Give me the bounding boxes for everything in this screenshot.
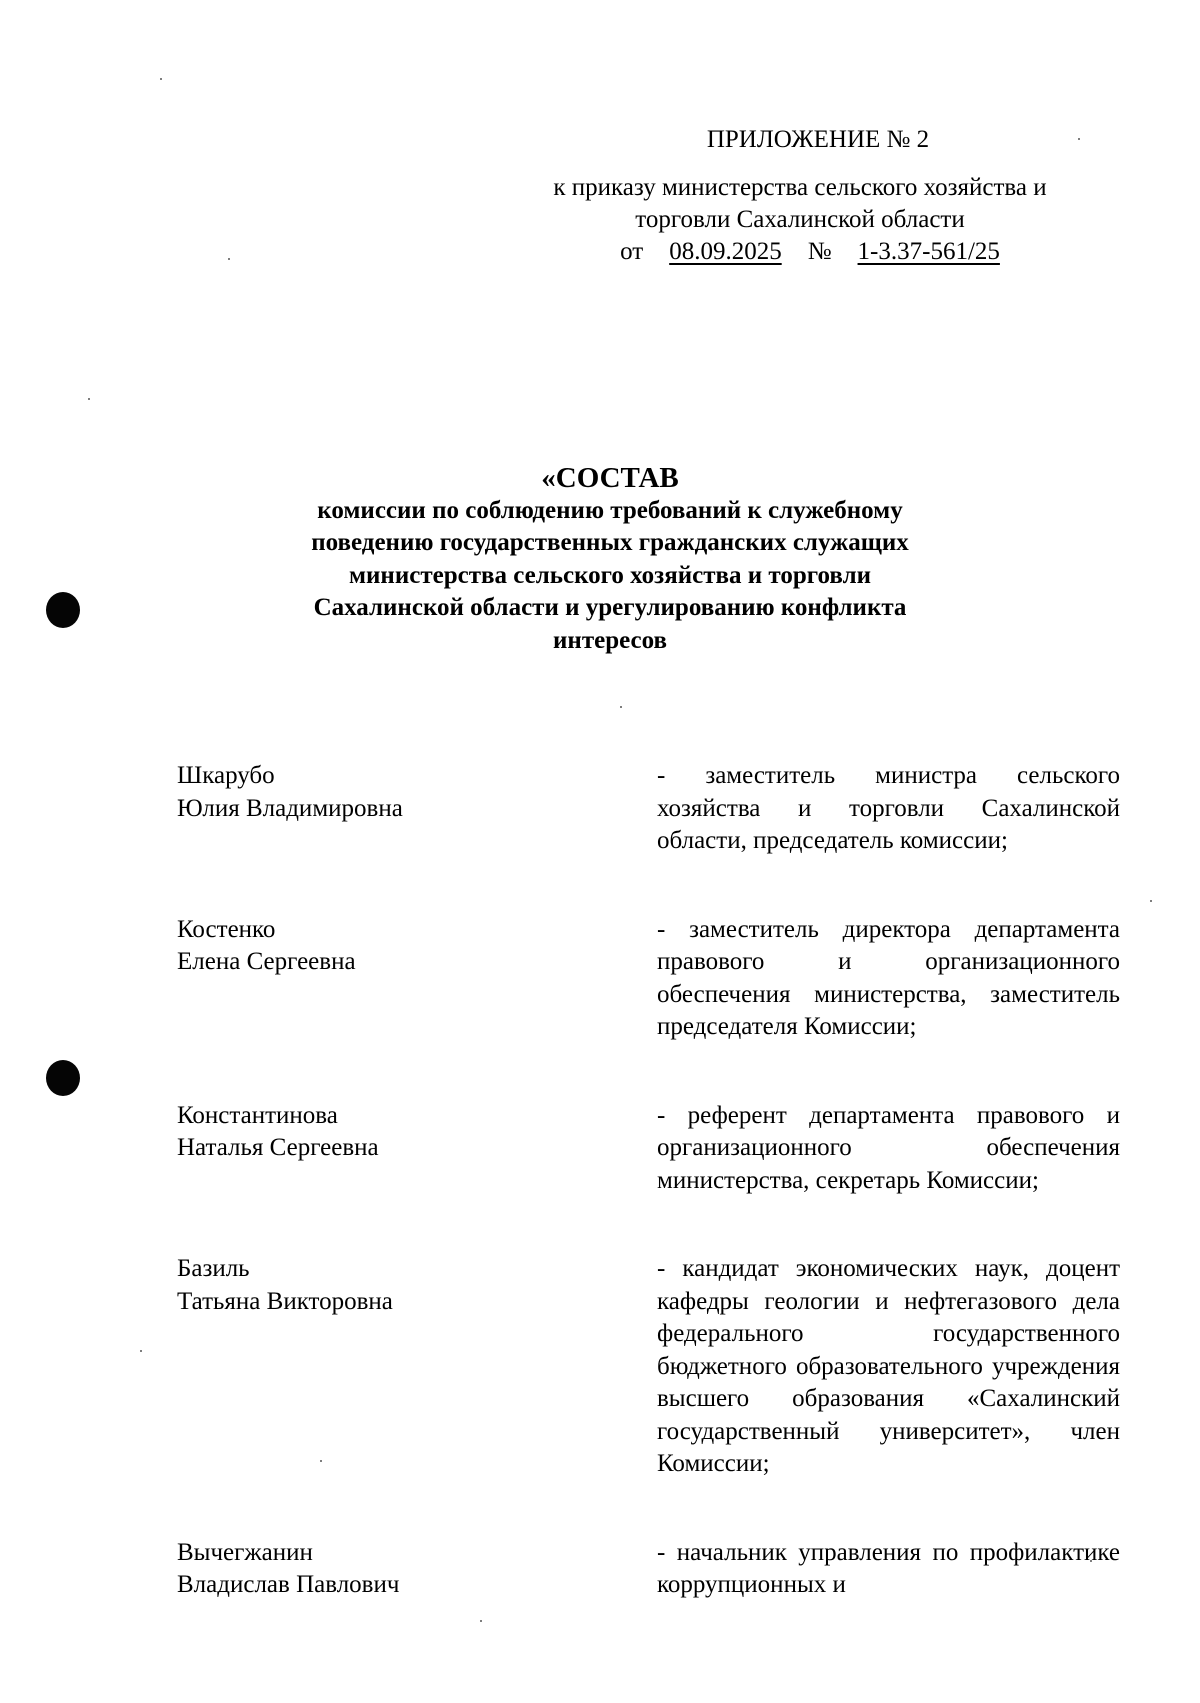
document-title xyxy=(270,462,950,657)
member-surname: Костенко xyxy=(177,915,276,943)
member-row xyxy=(177,1253,1120,1481)
member-given-names: Наталья Сергеевна xyxy=(177,1134,379,1161)
member-role: - начальник управления по профилактике коррупционных и xyxy=(657,1538,1120,1598)
member-name xyxy=(177,1100,657,1198)
member-role: - заместитель директора департамента правового и организационного обеспечения министерства, заместитель председателя Комиссии; xyxy=(657,915,1120,1040)
title-line: интересов xyxy=(553,626,667,654)
member-surname: Шкарубо xyxy=(177,762,275,789)
annex-header xyxy=(520,124,1080,268)
member-surname: Константинова xyxy=(177,1101,338,1129)
member-given-names: Юлия Владимировна xyxy=(177,794,403,822)
from-label: от xyxy=(620,238,644,265)
member-given-names: Татьяна Викторовна xyxy=(177,1287,393,1315)
annex-number: ПРИЛОЖЕНИЕ № 2 xyxy=(706,126,930,153)
scan-speck xyxy=(88,398,90,400)
member-name xyxy=(177,1253,657,1481)
punch-hole xyxy=(46,592,80,628)
member-row xyxy=(177,1537,1120,1602)
member-name xyxy=(177,760,657,858)
number-sign: № xyxy=(807,238,832,265)
scan-speck xyxy=(620,706,622,708)
order-reference: к приказу министерства сельского хозяйства и xyxy=(553,174,1047,201)
member-role: - референт департамента правового и организационного обеспечения министерства, секретарь Комиссии; xyxy=(657,1101,1120,1194)
title-line: поведению государственных гражданских служащих xyxy=(311,529,909,556)
member-role: - кандидат экономических наук, доцент кафедры геологии и нефтегазового дела федерального государственного бюджетного образовательного учреждения высшего образования «Сахалинский государственный университет», член Комиссии; xyxy=(657,1255,1120,1477)
member-name xyxy=(177,1537,657,1602)
member-surname: Вычегжанин xyxy=(177,1538,313,1566)
order-number: 1-3.37-561/25 xyxy=(857,238,1000,265)
member-given-names: Владислав Павлович xyxy=(177,1571,400,1598)
member-row xyxy=(177,1100,1120,1198)
order-date-line xyxy=(520,236,1080,268)
member-name xyxy=(177,914,657,1044)
scan-speck xyxy=(480,1620,482,1622)
title-line: Сахалинской области и урегулированию конфликта xyxy=(313,594,907,621)
order-organization: торговли Сахалинской области xyxy=(635,206,965,233)
title-line: министерства сельского хозяйства и торговли xyxy=(348,561,871,589)
scan-speck xyxy=(228,258,230,260)
member-surname: Базиль xyxy=(177,1255,250,1282)
order-date: 08.09.2025 xyxy=(669,238,782,265)
title-caption: «СОСТАВ xyxy=(541,462,679,494)
commission-members xyxy=(177,760,1120,1602)
punch-hole xyxy=(46,1060,80,1096)
member-role: - заместитель министра сельского хозяйства и торговли Сахалинской области, председатель комиссии; xyxy=(657,762,1120,854)
scan-speck xyxy=(140,1350,142,1352)
title-line: комиссии по соблюдению требований к служебному xyxy=(317,496,903,524)
member-given-names: Елена Сергеевна xyxy=(177,948,356,975)
member-row xyxy=(177,914,1120,1044)
scan-speck xyxy=(160,78,162,80)
member-row xyxy=(177,760,1120,858)
scan-speck xyxy=(1150,900,1152,902)
